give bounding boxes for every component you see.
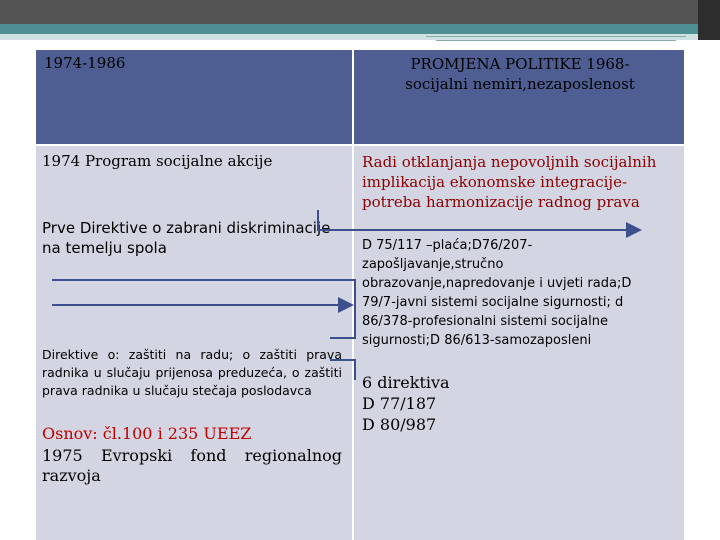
legal-basis: Osnov: čl.100 i 235 UEEZ xyxy=(42,424,252,443)
discrimination-directives: Prve Direktive o zabrani diskriminacije na temelju spola xyxy=(42,219,331,257)
social-action-program: 1974 Program socijalne akcije xyxy=(42,152,273,170)
regional-fund: 1975 Evropski fond regionalnog razvoja xyxy=(42,446,342,485)
header-policy-change: PROMJENA POLITIKE 1968-socijalni nemiri,nezaposlenost xyxy=(405,55,635,93)
six-directives: 6 direktiva D 77/187 D 80/987 xyxy=(362,373,450,434)
corner-decoration xyxy=(698,0,720,40)
header-period: 1974-1986 xyxy=(44,54,126,72)
directive-list: D 75/117 –plaća;D76/207-zapošljavanje,stručno obrazovanje,napredovanje i uvjeti rada;D 79/7-javni sistemi socijalne sigurnosti; d 86/378-profesionalni sistemi socijalne sigurnosti;D 86/613-samozaposleni xyxy=(362,238,632,348)
top-banner-teal xyxy=(0,24,720,34)
top-banner-dark xyxy=(0,0,720,24)
protection-directives: Direktive o: zaštiti na radu; o zaštiti prava radnika u slučaju prijenosa preduzeća, o zaštiti prava radnika u slučaju stečaja poslodavca xyxy=(42,347,342,398)
decorative-lines xyxy=(426,34,696,44)
harmonization-reason: Radi otklanjanja nepovoljnih socijalnih implikacija ekonomske integracije-potreba harmonizacije radnog prava xyxy=(362,153,657,211)
